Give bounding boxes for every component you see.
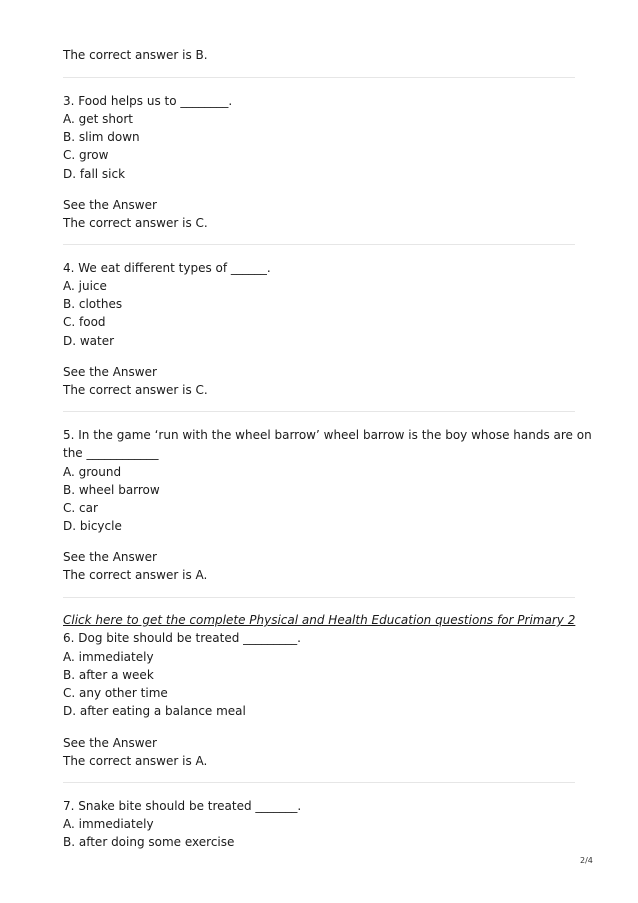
question-6-answer: The correct answer is A.	[63, 754, 208, 768]
question-4-option-b: B. clothes	[63, 297, 123, 311]
question-3-answer: The correct answer is C.	[63, 216, 208, 230]
question-5-answer: The correct answer is A.	[63, 568, 208, 582]
question-7-option-a: A. immediately	[63, 817, 154, 831]
question-3-see-answer-button[interactable]: See the Answer	[63, 198, 157, 212]
question-3-option-a: A. get short	[63, 112, 133, 126]
question-3-option-c: C. grow	[63, 148, 109, 162]
complete-questions-link[interactable]: Click here to get the complete Physical and Health Education questions for Primary 2	[63, 613, 576, 627]
question-7-text: 7. Snake bite should be treated _______.	[63, 799, 302, 813]
question-6-option-a: A. immediately	[63, 650, 154, 664]
question-6-option-d: D. after eating a balance meal	[63, 704, 246, 718]
question-5-text-continued: the ____________	[63, 446, 159, 460]
divider	[63, 411, 575, 412]
question-5-text: 5. In the game ‘run with the wheel barrow’ wheel barrow is the boy whose hands are on	[63, 428, 592, 442]
question-5-option-c: C. car	[63, 501, 98, 515]
page-number: 2/4	[580, 856, 593, 865]
question-6-text: 6. Dog bite should be treated _________.	[63, 631, 301, 645]
question-4-text: 4. We eat different types of ______.	[63, 261, 271, 275]
divider	[63, 77, 575, 78]
question-3-text: 3. Food helps us to ________.	[63, 94, 233, 108]
question-5-see-answer-button[interactable]: See the Answer	[63, 550, 157, 564]
answer-text: The correct answer is B.	[63, 48, 208, 62]
question-6-option-c: C. any other time	[63, 686, 168, 700]
question-6-option-b: B. after a week	[63, 668, 154, 682]
divider	[63, 782, 575, 783]
question-3-option-b: B. slim down	[63, 130, 140, 144]
question-4-option-d: D. water	[63, 334, 115, 348]
divider	[63, 244, 575, 245]
question-5-option-d: D. bicycle	[63, 519, 122, 533]
question-5-option-a: A. ground	[63, 465, 122, 479]
question-3-option-d: D. fall sick	[63, 167, 126, 181]
question-4-answer: The correct answer is C.	[63, 383, 208, 397]
question-4-option-c: C. food	[63, 315, 106, 329]
question-4-option-a: A. juice	[63, 279, 107, 293]
question-5-option-b: B. wheel barrow	[63, 483, 160, 497]
question-6-see-answer-button[interactable]: See the Answer	[63, 736, 157, 750]
question-7-option-b: B. after doing some exercise	[63, 835, 235, 849]
question-4-see-answer-button[interactable]: See the Answer	[63, 365, 157, 379]
divider	[63, 597, 575, 598]
